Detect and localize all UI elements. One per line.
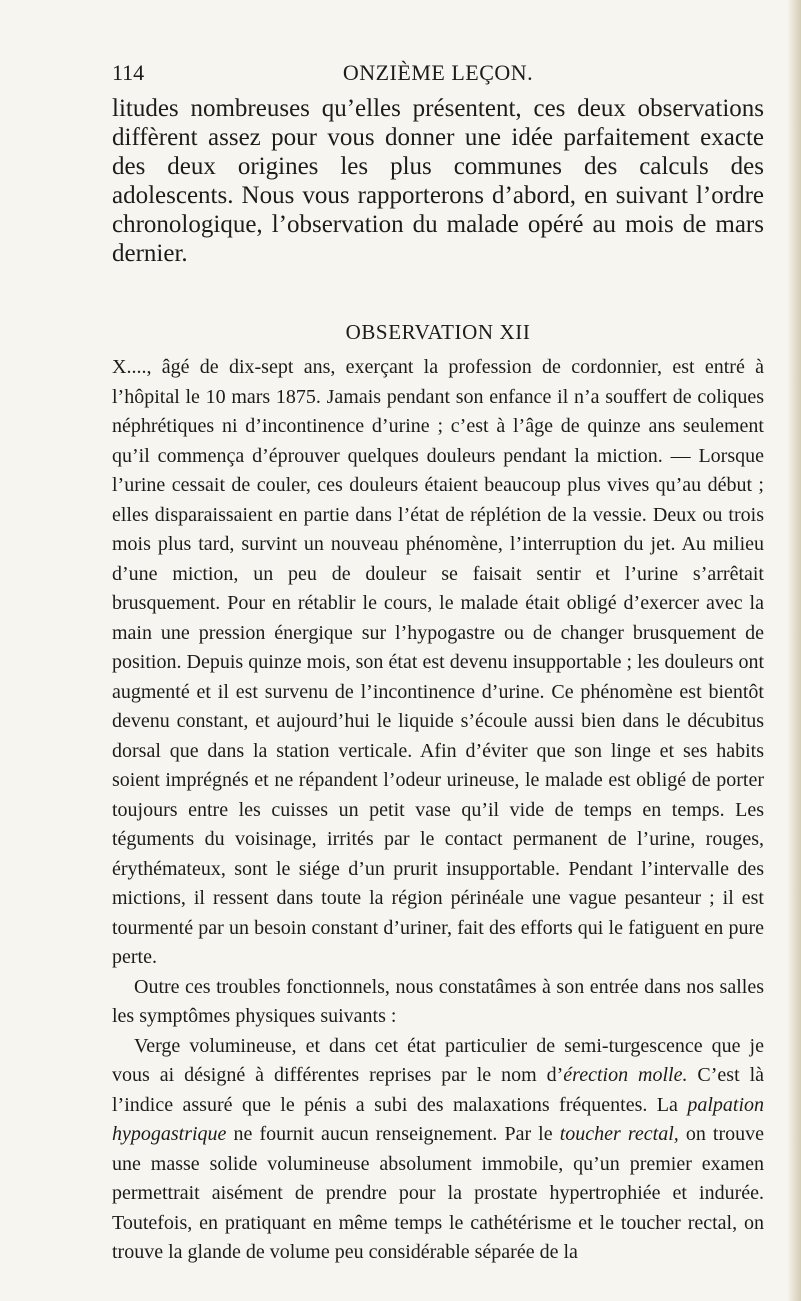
intro-paragraph: litudes nombreuses qu’elles présentent, ces deux observations diffèrent assez pour vous donner une idée parfaitement exacte des deux origines les plus communes des calculs des adolescents. Nous vous rapporterons d’abord, en suivant l’ordre chronologique, l’observation du malade opéré au mois de mars dernier. <box>112 95 764 267</box>
text-segment: Verge volumineuse, et dans cet état particulier de semi-turgescence que je vous ai désigné à différentes reprises par le nom d’ <box>112 1034 764 1086</box>
paragraph-symptoms-intro: Outre ces troubles fonctionnels, nous constatâmes à son entrée dans nos salles les symptômes physiques suivants : <box>112 975 764 1027</box>
observation-title: OBSERVATION XII <box>345 320 531 344</box>
page-edge-shadow <box>787 0 801 1301</box>
italic-term: érection molle. <box>563 1064 688 1086</box>
text-segment: on trouve une masse solide volumineuse absolument immobile, qu’un premier examen permettrait aisément de prendre pour la prostate hypertrophiée et indurée. Toutefois, en pratiquant en même temps le cathétérisme et le toucher rectal, on trouve la glande de volume peu considérable séparée de la <box>112 1123 764 1263</box>
observation-body <box>112 353 764 1268</box>
page-header <box>112 58 764 88</box>
running-head: ONZIÈME LEÇON. <box>342 60 534 85</box>
page-number: 114 <box>112 60 145 85</box>
paragraph-case-history: X...., âgé de dix-sept ans, exerçant la profession de cordonnier, est entré à l’hôpital le 10 mars 1875. Jamais pendant son enfance il n’a souffert de coliques néphrétiques ni d’incontinence d’urine ; c’est à l’âge de quinze ans seulement qu’il commença d’éprouver quelques douleurs pendant la miction. — Lorsque l’urine cessait de couler, ces douleurs étaient beaucoup plus vives qu’au début ; elles disparaissaient en partie dans l’état de réplétion de la vessie. Deux ou trois mois plus tard, survint un nouveau phénomène, l’interruption du jet. Au milieu d’une miction, un peu de douleur se faisait sentir et l’urine s’arrêtait brusquement. Pour en rétablir le cours, le malade était obligé d’exercer avec la main une pression énergique sur l’hypogastre ou de changer brusquement de position. Depuis quinze mois, son état est devenu insupportable ; les douleurs ont augmenté et il est survenu de l’incontinence d’urine. Ce phénomène est bientôt devenu constant, et aujourd’hui le liquide s’écoule aussi bien dans le décubitus dorsal que dans la station verticale. Afin d’éviter que son linge et ses habits soient imprégnés et ne répandent l’odeur urineuse, le malade est obligé de porter toujours entre les cuisses un petit vase qu’il vide de temps en temps. Les téguments du voisinage, irrités par le contact permanent de l’urine, rouges, érythémateux, sont le siége d’un prurit insupportable. Pendant l’intervalle des mictions, il ressent dans toute la région périnéale une vague pesanteur ; il est tourmenté par un besoin constant d’uriner, fait des efforts qui le fatiguent en pure perte. <box>112 356 764 968</box>
text-segment: ne fournit aucun renseignement. Par le <box>226 1123 560 1145</box>
italic-term: palpation hypogastrique <box>112 1093 764 1145</box>
text-segment: C’est là l’indice assuré que le pénis a subi des malaxations fréquentes. La <box>112 1064 765 1116</box>
intro-text <box>112 94 764 268</box>
paragraph-physical-symptoms <box>112 1032 764 1268</box>
italic-term: toucher rectal, <box>559 1123 679 1145</box>
